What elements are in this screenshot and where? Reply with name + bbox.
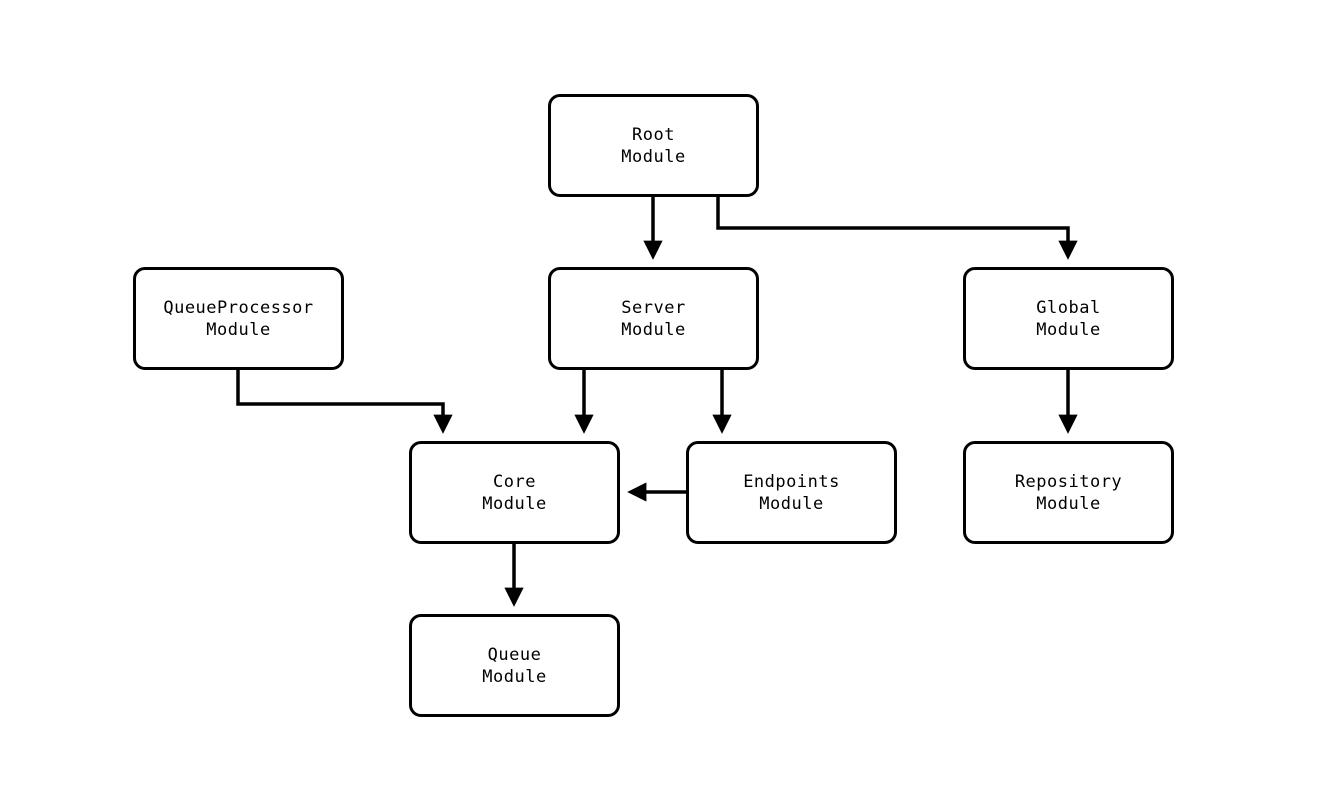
node-core[interactable] [409,441,620,544]
node-endpoints-line1: Endpoints [743,471,840,492]
node-root-line2: Module [621,146,686,167]
node-root[interactable] [548,94,759,197]
node-repository[interactable] [963,441,1174,544]
node-queueprocessor[interactable] [133,267,344,370]
node-server-line2: Module [621,319,686,340]
node-endpoints[interactable] [686,441,897,544]
node-repository-line1: Repository [1014,471,1123,492]
edge-queueprocessor-core [238,370,443,430]
node-endpoints-line2: Module [759,493,824,514]
node-queueprocessor-line2: Module [206,319,271,340]
edge-root-global [718,197,1068,256]
node-global-line1: Global [1036,297,1101,318]
node-server-line1: Server [621,297,686,318]
node-global-line2: Module [1036,319,1101,340]
node-repository-line2: Module [1036,493,1101,514]
node-queue[interactable] [409,614,620,717]
node-core-line1: Core [493,471,536,492]
node-queue-line1: Queue [487,644,542,665]
node-root-line1: Root [632,124,675,145]
node-queue-line2: Module [482,666,547,687]
node-server[interactable] [548,267,759,370]
node-core-line2: Module [482,493,547,514]
node-global[interactable] [963,267,1174,370]
node-queueprocessor-line1: QueueProcessor [163,297,314,318]
